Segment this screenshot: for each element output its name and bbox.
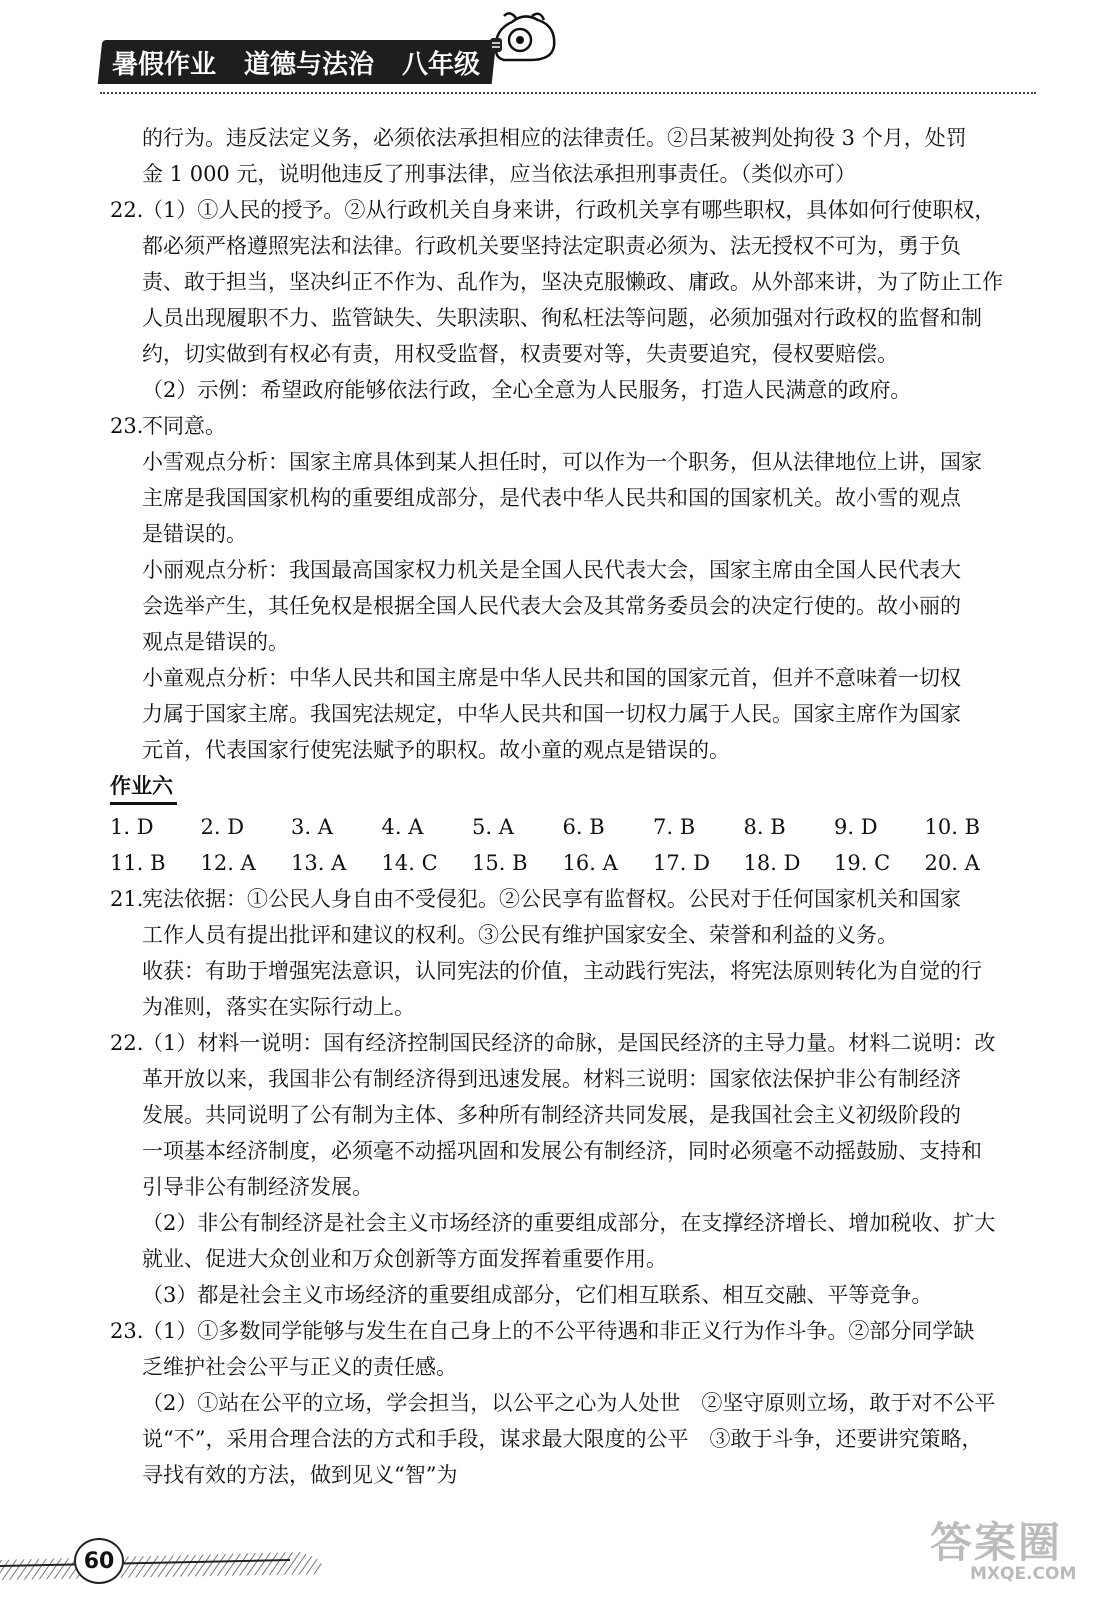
subject-name: 道德与法治 (244, 49, 375, 80)
question-21-answer (110, 881, 1030, 1025)
choice-answer: 3. A (291, 815, 333, 839)
text-line: （2）非公有制经济是社会主义市场经济的重要组成部分，在支撑经济增长、增加税收、扩大 (142, 1211, 996, 1235)
question-number: 21. (110, 887, 144, 911)
question-22-answer (110, 192, 1030, 408)
text-line: 发展。共同说明了公有制为主体、多种所有制经济共同发展，是我国社会主义初级阶段的 (142, 1103, 961, 1127)
text-line: （3）都是社会主义市场经济的重要组成部分，它们相互联系、相互交融、平等竞争。 (142, 1283, 933, 1307)
choice-answer: 6. B (562, 815, 605, 839)
text-line: 就业、促进大众创业和万众创新等方面发挥着重要作用。 (142, 1247, 667, 1271)
mascot-icon (490, 10, 560, 64)
choice-answer: 18. D (743, 851, 801, 875)
question-number: 23. (110, 414, 144, 438)
text-line: 小丽观点分析：我国最高国家权力机关是全国人民代表大会，国家主席由全国人民代表大 (142, 558, 961, 582)
text-line: 观点是错误的。 (142, 630, 289, 654)
choice-answer: 17. D (653, 851, 710, 875)
text-line: 引导非公有制经济发展。 (142, 1175, 373, 1199)
choice-answer: 20. A (924, 851, 980, 875)
section-title: 作业六 (110, 770, 177, 805)
text-line: 的行为。违反法定义务，必须依法承担相应的法律责任。②吕某被判处拘役 3 个月，处罚 (142, 126, 967, 150)
question-22-answer (110, 1025, 1030, 1313)
text-line: 为准则，落实在实际行动上。 (142, 995, 415, 1019)
question-number: 22. (110, 1031, 144, 1055)
choice-answer: 14. C (381, 851, 438, 875)
choice-answers-row (110, 809, 1015, 845)
watermark (930, 1510, 1090, 1590)
text-line: （2）示例：希望政府能够依法行政，全心全意为人民服务，打造人民满意的政府。 (142, 378, 912, 402)
choice-answer: 12. A (200, 851, 256, 875)
text-line: 元首，代表国家行使宪法赋予的职权。故小童的观点是错误的。 (142, 738, 730, 762)
choice-answer: 16. A (562, 851, 618, 875)
text-line: 小童观点分析：中华人民共和国主席是中华人民共和国的国家元首，但并不意味着一切权 (142, 666, 961, 690)
book-name: 暑假作业 (112, 49, 217, 80)
choice-answer: 19. C (834, 851, 891, 875)
continued-answer (110, 120, 1030, 192)
text-line: 都必须严格遵照宪法和法律。行政机关要坚持法定职责必须为、法无授权不可为，勇于负 (142, 234, 961, 258)
watermark-mark: 答案圈 (930, 1518, 1063, 1567)
choice-answer: 9. D (834, 815, 878, 839)
text-line: 革开放以来，我国非公有制经济得到迅速发展。材料三说明：国家依法保护非公有制经济 (142, 1067, 961, 1091)
watermark-url: MXQE.COM (970, 1564, 1077, 1584)
choice-answer: 1. D (110, 815, 154, 839)
header-divider (100, 92, 1036, 94)
text-line: 主席是我国国家机构的重要组成部分，是代表中华人民共和国的国家机关。故小雪的观点 (142, 486, 961, 510)
page-header (100, 40, 494, 84)
text-line: 金 1 000 元，说明他违反了刑事法律，应当依法承担刑事责任。（类似亦可） (142, 162, 856, 186)
choice-answer: 10. B (924, 815, 981, 839)
text-line: 力属于国家主席。我国宪法规定，中华人民共和国一切权力属于人民。国家主席作为国家 (142, 702, 961, 726)
text-line: （2）①站在公平的立场，学会担当，以公平之心为人处世 ②坚守原则立场，敢于对不公平 (142, 1391, 996, 1415)
text-line: 小雪观点分析：国家主席具体到某人担任时，可以作为一个职务，但从法律地位上讲，国家 (142, 450, 982, 474)
text-line: （1）①人民的授予。②从行政机关自身来讲，行政机关享有哪些职权，具体如何行使职权， (142, 198, 996, 222)
footer-decoration (0, 1530, 340, 1590)
choice-answer: 11. B (110, 851, 166, 875)
question-23-answer (110, 408, 1030, 768)
text-line: 一项基本经济制度，必须毫不动摇巩固和发展公有制经济，同时必须毫不动摇鼓励、支持和 (142, 1139, 982, 1163)
text-line: （1）①多数同学能够与发生在自己身上的不公平待遇和非正义行为作斗争。②部分同学缺 (142, 1319, 975, 1343)
text-line: 收获：有助于增强宪法意识，认同宪法的价值，主动践行宪法，将宪法原则转化为自觉的行 (142, 959, 982, 983)
choice-answer: 13. A (291, 851, 347, 875)
text-line: 会选举产生，其任免权是根据全国人民代表大会及其常务委员会的决定行使的。故小丽的 (142, 594, 961, 618)
question-23-answer (110, 1313, 1030, 1493)
text-line: 是错误的。 (142, 522, 247, 546)
choice-answer: 2. D (200, 815, 245, 839)
book-title-banner (98, 40, 497, 84)
text-line: 不同意。 (142, 414, 226, 438)
text-line: 约，切实做到有权必有责，用权受监督，权责要对等，失责要追究，侵权要赔偿。 (142, 342, 898, 366)
choice-answer: 15. B (472, 851, 528, 875)
choice-answer: 8. B (743, 815, 786, 839)
page-number: 60 (74, 1538, 124, 1584)
question-number: 22. (110, 198, 144, 222)
choice-answers-row (110, 845, 1015, 881)
text-line: 工作人员有提出批评和建议的权利。③公民有维护国家安全、荣誉和利益的义务。 (142, 923, 898, 947)
text-line: 说“不”，采用合理合法的方式和手段，谋求最大限度的公平 ③敢于斗争，还要讲究策略， (142, 1427, 983, 1451)
grade-name: 八年级 (402, 49, 481, 80)
text-line: 人员出现履职不力、监管缺失、失职渎职、徇私枉法等问题，必须加强对行政权的监督和制 (142, 306, 982, 330)
choice-answer: 4. A (381, 815, 424, 839)
answer-content (110, 120, 1030, 1493)
question-number: 23. (110, 1319, 144, 1343)
text-line: 责、敢于担当，坚决纠正不作为、乱作为，坚决克服懒政、庸政。从外部来讲，为了防止工作 (142, 270, 1003, 294)
text-line: （1）材料一说明：国有经济控制国民经济的命脉，是国民经济的主导力量。材料二说明：改 (142, 1031, 996, 1055)
choice-answer: 5. A (472, 815, 514, 839)
text-line: 寻找有效的方法，做到见义“智”为 (142, 1463, 458, 1487)
choice-answer: 7. B (653, 815, 696, 839)
text-line: 乏维护社会公平与正义的责任感。 (142, 1355, 457, 1379)
text-line: 宪法依据：①公民人身自由不受侵犯。②公民享有监督权。公民对于任何国家机关和国家 (142, 887, 961, 911)
